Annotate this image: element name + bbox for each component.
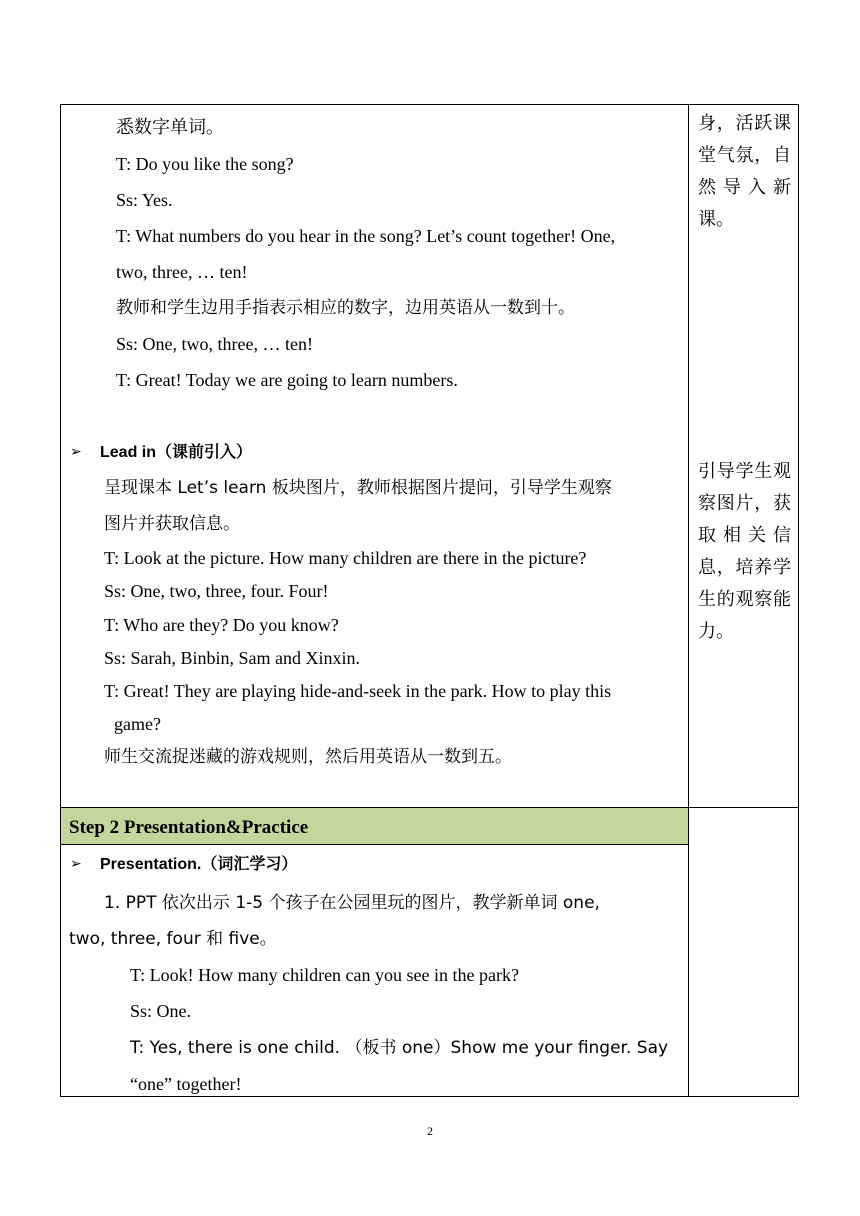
section-heading: Presentation.（词汇学习） [100, 856, 298, 873]
step-header-divider [60, 844, 689, 845]
text-line: 呈现课本 Let’s learn 板块图片，教师根据图片提问，引导学生观察 [104, 478, 612, 498]
column-divider [688, 104, 689, 1097]
text-line: 教师和学生边用手指表示相应的数字，边用英语从一数到十。 [116, 298, 575, 318]
bullet-arrow-icon: ➢ [70, 445, 82, 460]
text-line: Ss: One, two, three, … ten! [116, 334, 313, 354]
bullet-arrow-icon: ➢ [70, 857, 82, 872]
text-line: two, three, … ten! [116, 262, 248, 282]
page-number: 2 [427, 1124, 433, 1138]
section-heading: Lead in（课前引入） [100, 444, 253, 461]
text-line: two, three, four 和 five。 [69, 929, 277, 949]
step-title: Step 2 Presentation&Practice [69, 817, 309, 838]
text-line: T: What numbers do you hear in the song? Let’s count together! One, [116, 226, 616, 246]
text-line: “one” together! [130, 1074, 242, 1094]
text-line: T: Look! How many children can you see in the park? [130, 965, 519, 985]
text-line: T: Great! Today we are going to learn numbers. [116, 370, 458, 390]
text-line: T: Do you like the song? [116, 154, 294, 174]
text-line: 师生交流捉迷藏的游戏规则，然后用英语从一数到五。 [104, 747, 512, 767]
text-line: T: Who are they? Do you know? [104, 615, 339, 635]
text-line: 1. PPT 依次出示 1-5 个孩子在公园里玩的图片，教学新单词 one, [104, 893, 600, 913]
text-line: T: Great! They are playing hide-and-seek in the park. How to play this [104, 681, 612, 701]
text-line: Ss: Sarah, Binbin, Sam and Xinxin. [104, 648, 360, 668]
side-note: 身，活跃课堂气氛，自然导入新课。 [698, 113, 791, 230]
text-line: Ss: One. [130, 1001, 192, 1021]
text-line: game? [114, 714, 161, 734]
side-note: 引导学生观察图片，获取相关信息，培养学生的观察能力。 [698, 461, 791, 642]
text-line: T: Look at the picture. How many children are there in the picture? [104, 548, 587, 568]
text-line: 悉数字单词。 [116, 117, 224, 138]
text-line: T: Yes, there is one child. （板书 one）Show me your finger. Say [130, 1038, 669, 1058]
text-line: 图片并获取信息。 [104, 514, 240, 534]
text-line: Ss: One, two, three, four. Four! [104, 581, 329, 601]
text-line: Ss: Yes. [116, 190, 173, 210]
